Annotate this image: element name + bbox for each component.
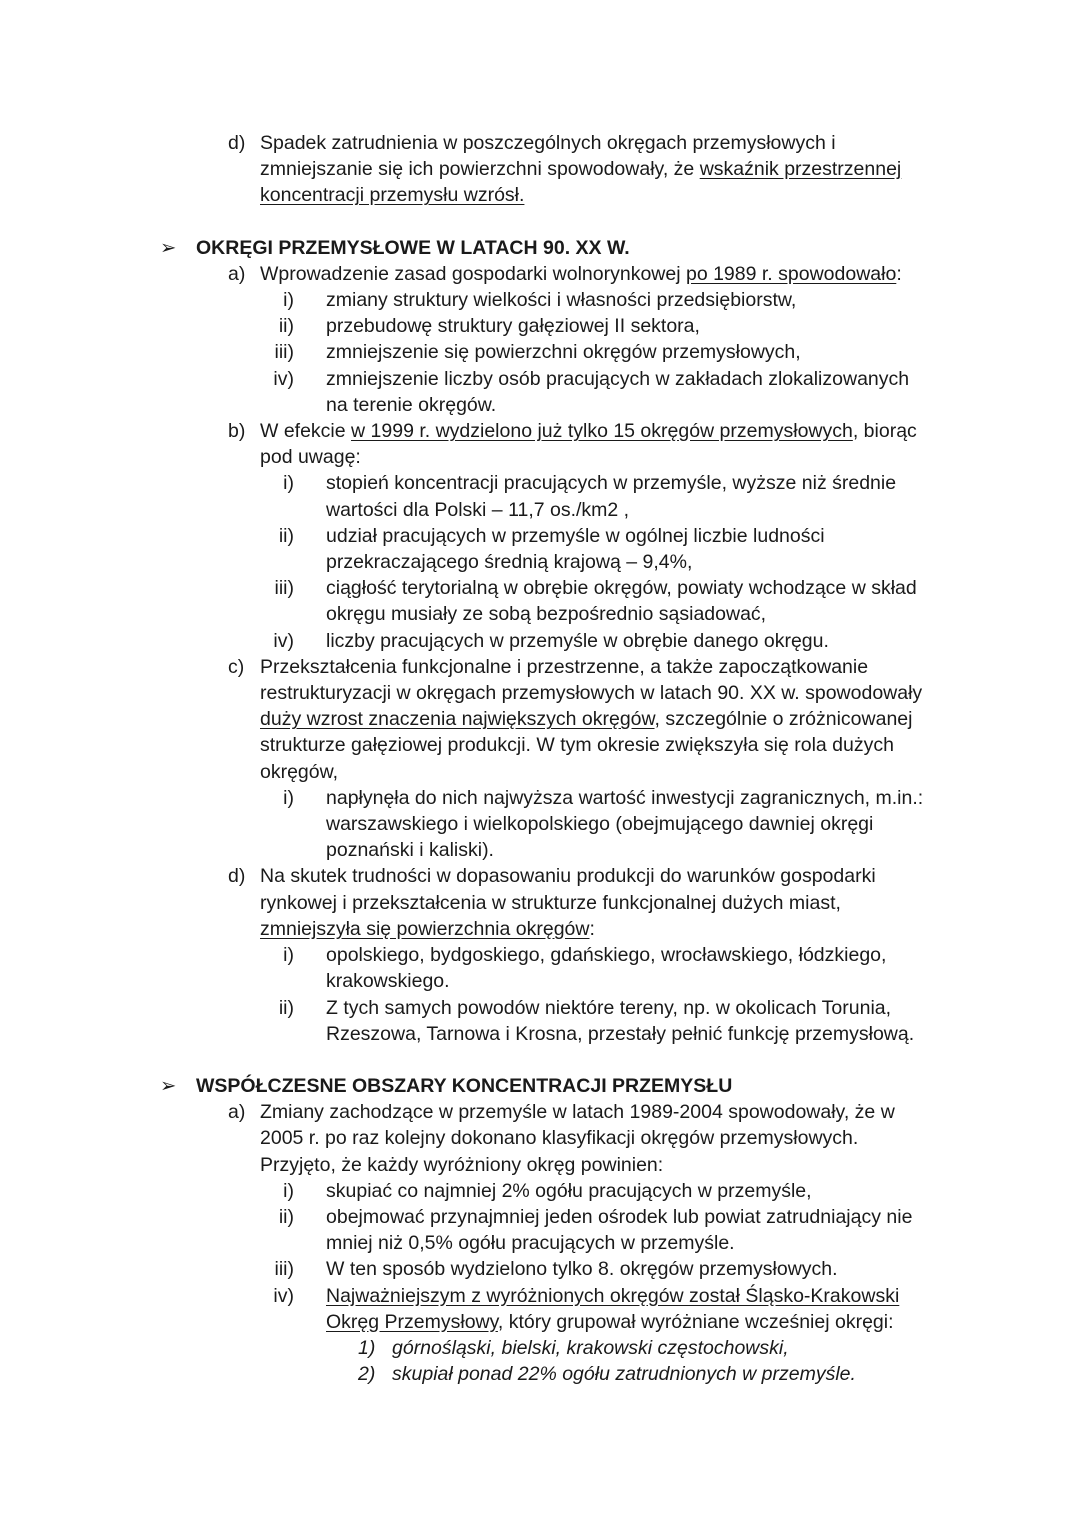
text-line xyxy=(326,1178,1080,1204)
text-line xyxy=(326,339,1080,365)
text-segment: napłynęła do nich najwyższa wartość inwestycji zagranicznych, m.in.: xyxy=(326,786,924,809)
text-segment: Przyjęto, że każdy wyróżniony okręg powinien: xyxy=(260,1153,664,1176)
list-marker: ii) xyxy=(278,315,294,338)
list-marker: d) xyxy=(228,865,246,888)
text-segment: Przekształcenia funkcjonalne i przestrzenne, a także zapoczątkowanie xyxy=(260,655,869,678)
underlined-text: wskaźnik przestrzennej xyxy=(699,158,902,181)
section-spacer xyxy=(0,1047,1080,1073)
document-body xyxy=(0,130,1080,1387)
text-segment: na terenie okręgów. xyxy=(326,393,497,416)
text-segment: , szczególnie o zróżnicowanej xyxy=(654,708,913,731)
text-line xyxy=(326,549,1080,575)
text-segment: Na skutek trudności w dopasowaniu produkcji do warunków gospodarki xyxy=(260,865,876,888)
text-line xyxy=(196,1073,1080,1099)
list-item-roman xyxy=(0,313,1080,339)
text-line xyxy=(260,732,1080,758)
text-line xyxy=(326,942,1080,968)
text-segment: rynkowej i przekształcenia w strukturze funkcjonalnej dużych miast, xyxy=(260,891,841,914)
text-line xyxy=(326,392,1080,418)
list-item-roman xyxy=(0,1256,1080,1282)
text-line xyxy=(326,995,1080,1021)
text-line xyxy=(326,470,1080,496)
list-item-alpha xyxy=(0,261,1080,287)
text-line xyxy=(260,680,1080,706)
text-line xyxy=(326,1204,1080,1230)
text-segment: obejmować przynajmniej jeden ośrodek lub powiat zatrudniający nie xyxy=(326,1205,913,1228)
text-segment: skupiać co najmniej 2% ogółu pracujących w przemyśle, xyxy=(326,1179,812,1202)
text-line xyxy=(326,811,1080,837)
section-heading xyxy=(0,235,1080,261)
text-segment: Spadek zatrudnienia w poszczególnych okręgach przemysłowych i xyxy=(260,132,836,154)
text-line xyxy=(196,235,1080,261)
text-line xyxy=(260,418,1080,444)
arrow-bullet-icon: ➢ xyxy=(160,236,177,259)
text-line xyxy=(326,1256,1080,1282)
text-segment: górnośląski, bielski, krakowski częstochowski, xyxy=(392,1336,789,1359)
text-line xyxy=(326,837,1080,863)
list-item-roman xyxy=(0,366,1080,418)
list-item-roman xyxy=(0,1204,1080,1256)
arrow-bullet-icon: ➢ xyxy=(160,1074,177,1097)
list-item-roman xyxy=(0,942,1080,994)
list-marker: b) xyxy=(228,420,246,443)
list-item-alpha xyxy=(0,863,1080,942)
list-marker: iii) xyxy=(274,1258,294,1281)
text-line xyxy=(260,156,1080,182)
list-marker: iv) xyxy=(273,367,294,390)
text-line xyxy=(260,1099,1080,1125)
text-line xyxy=(326,313,1080,339)
text-line xyxy=(260,130,1080,156)
text-segment: Z tych samych powodów niektóre tereny, np. w okolicach Torunia, xyxy=(326,996,892,1019)
list-marker: ii) xyxy=(278,524,294,547)
list-item-roman xyxy=(0,339,1080,365)
list-marker: i) xyxy=(283,1179,294,1202)
text-segment: zmniejszenie liczby osób pracujących w zakładach zlokalizowanych xyxy=(326,367,910,390)
text-line xyxy=(260,863,1080,889)
list-marker: ii) xyxy=(278,1205,294,1228)
text-line xyxy=(260,706,1080,732)
text-line xyxy=(392,1361,1080,1387)
list-item-num xyxy=(0,1335,1080,1361)
text-segment: okręgów, xyxy=(260,760,339,783)
text-segment: W efekcie xyxy=(260,420,352,443)
text-segment: Rzeszowa, Tarnowa i Krosna, przestały pełnić funkcję przemysłową. xyxy=(326,1022,915,1045)
list-marker: iii) xyxy=(274,341,294,364)
text-line xyxy=(326,968,1080,994)
underlined-text: Okręg Przemysłowy xyxy=(326,1310,498,1333)
list-item-alpha xyxy=(0,418,1080,470)
list-item-roman xyxy=(0,1178,1080,1204)
text-segment: zmniejszanie się ich powierzchni spowodowały, że xyxy=(260,158,700,181)
list-item-alpha xyxy=(0,130,1080,209)
text-line xyxy=(326,575,1080,601)
list-item-alpha xyxy=(0,1099,1080,1178)
text-segment: , który grupował wyróżniane wcześniej okręgi: xyxy=(497,1310,894,1333)
list-item-roman xyxy=(0,785,1080,864)
text-line xyxy=(326,523,1080,549)
text-segment: Wprowadzenie zasad gospodarki wolnorynkowej xyxy=(260,262,686,285)
list-marker: i) xyxy=(283,472,294,495)
section-spacer xyxy=(0,209,1080,235)
text-segment: 2005 r. po raz kolejny dokonano klasyfikacji okręgów przemysłowych. xyxy=(260,1127,859,1150)
section-heading xyxy=(0,1073,1080,1099)
list-marker: iii) xyxy=(274,577,294,600)
text-line xyxy=(260,261,1080,287)
text-segment: OKRĘGI PRZEMYSŁOWE W LATACH 90. XX W. xyxy=(196,236,630,259)
text-segment: okręgu musiały ze sobą bezpośrednio sąsiadować, xyxy=(326,603,767,626)
text-segment: stopień koncentracji pracujących w przemyśle, wyższe niż średnie xyxy=(326,472,897,495)
list-item-roman xyxy=(0,523,1080,575)
text-line xyxy=(326,601,1080,627)
text-segment: restrukturyzacji w okręgach przemysłowych w latach 90. XX w. spowodowały xyxy=(260,682,923,705)
text-segment: przekraczającego średnią krajową – 9,4%, xyxy=(326,551,693,574)
text-segment: zmniejszenie się powierzchni okręgów przemysłowych, xyxy=(326,341,801,364)
list-marker: d) xyxy=(228,132,246,154)
text-segment: liczby pracujących w przemyśle w obrębie danego okręgu. xyxy=(326,629,829,652)
underlined-text: po 1989 r. spowodowało xyxy=(685,262,897,285)
text-segment: : xyxy=(589,917,595,940)
list-marker: i) xyxy=(283,786,294,809)
list-item-roman xyxy=(0,470,1080,522)
underlined-text: duży wzrost znaczenia największych okręgów xyxy=(260,708,655,731)
text-segment: WSPÓŁCZESNE OBSZARY KONCENTRACJI PRZEMYSŁU xyxy=(196,1074,733,1097)
list-item-roman xyxy=(0,995,1080,1047)
text-segment: przebudowę struktury gałęziowej II sektora, xyxy=(326,315,700,338)
text-line xyxy=(260,1152,1080,1178)
text-segment: mniej niż 0,5% ogółu pracujących w przemyśle. xyxy=(326,1232,735,1255)
text-segment: : xyxy=(896,262,902,285)
text-line xyxy=(260,1125,1080,1151)
text-line xyxy=(260,654,1080,680)
list-item-roman xyxy=(0,1283,1080,1335)
list-marker: iv) xyxy=(273,1284,294,1307)
text-segment: wartości dla Polski – 11,7 os./km2 , xyxy=(326,498,630,521)
list-marker: ii) xyxy=(278,996,294,1019)
list-item-alpha xyxy=(0,654,1080,785)
text-line xyxy=(326,628,1080,654)
underlined-text: w 1999 r. wydzielono już tylko 15 okręgów przemysłowych xyxy=(351,420,853,443)
text-segment: ciągłość terytorialną w obrębie okręgów, powiaty wchodzące w skład xyxy=(326,577,917,600)
text-segment: , biorąc xyxy=(852,420,917,443)
underlined-text: koncentracji przemysłu wzrósł. xyxy=(260,184,525,207)
list-marker: c) xyxy=(228,655,245,678)
text-line xyxy=(326,1283,1080,1309)
list-marker: 2) xyxy=(358,1363,376,1386)
text-line xyxy=(260,182,1080,208)
list-marker: i) xyxy=(283,289,294,312)
list-marker: 1) xyxy=(358,1336,376,1359)
underlined-text: Najważniejszym z wyróżnionych okręgów został Śląsko-Krakowski xyxy=(326,1284,900,1307)
text-line xyxy=(260,444,1080,470)
text-segment: W ten sposób wydzielono tylko 8. okręgów przemysłowych. xyxy=(326,1258,838,1281)
text-segment: udział pracujących w przemyśle w ogólnej liczbie ludności xyxy=(326,524,825,547)
list-item-num xyxy=(0,1361,1080,1387)
text-segment: krakowskiego. xyxy=(326,970,450,993)
list-item-roman xyxy=(0,628,1080,654)
underlined-text: zmniejszyła się powierzchnia okręgów xyxy=(260,917,590,940)
text-segment: strukturze gałęziowej produkcji. W tym okresie zwiększyła się rola dużych xyxy=(260,734,894,757)
text-line xyxy=(392,1335,1080,1361)
list-marker: iv) xyxy=(273,629,294,652)
list-marker: a) xyxy=(228,1101,246,1124)
text-segment: Zmiany zachodzące w przemyśle w latach 1989-2004 spowodowały, że w xyxy=(260,1101,895,1124)
list-marker: i) xyxy=(283,944,294,967)
text-line xyxy=(326,366,1080,392)
text-segment: warszawskiego i wielkopolskiego (obejmującego dawniej okręgi xyxy=(326,813,874,836)
list-item-roman xyxy=(0,575,1080,627)
text-line xyxy=(326,497,1080,523)
text-line xyxy=(260,890,1080,916)
text-line xyxy=(326,1021,1080,1047)
text-segment: pod uwagę: xyxy=(260,446,361,469)
text-line xyxy=(326,785,1080,811)
text-line xyxy=(326,287,1080,313)
text-segment: poznański i kaliski). xyxy=(326,839,494,862)
text-line xyxy=(260,759,1080,785)
text-segment: opolskiego, bydgoskiego, gdańskiego, wrocławskiego, łódzkiego, xyxy=(326,944,887,967)
text-line xyxy=(260,916,1080,942)
list-marker: a) xyxy=(228,262,246,285)
text-segment: skupiał ponad 22% ogółu zatrudnionych w przemyśle. xyxy=(392,1363,856,1386)
text-segment: zmiany struktury wielkości i własności przedsiębiorstw, xyxy=(326,289,797,312)
text-line xyxy=(326,1230,1080,1256)
text-line xyxy=(326,1309,1080,1335)
list-item-roman xyxy=(0,287,1080,313)
